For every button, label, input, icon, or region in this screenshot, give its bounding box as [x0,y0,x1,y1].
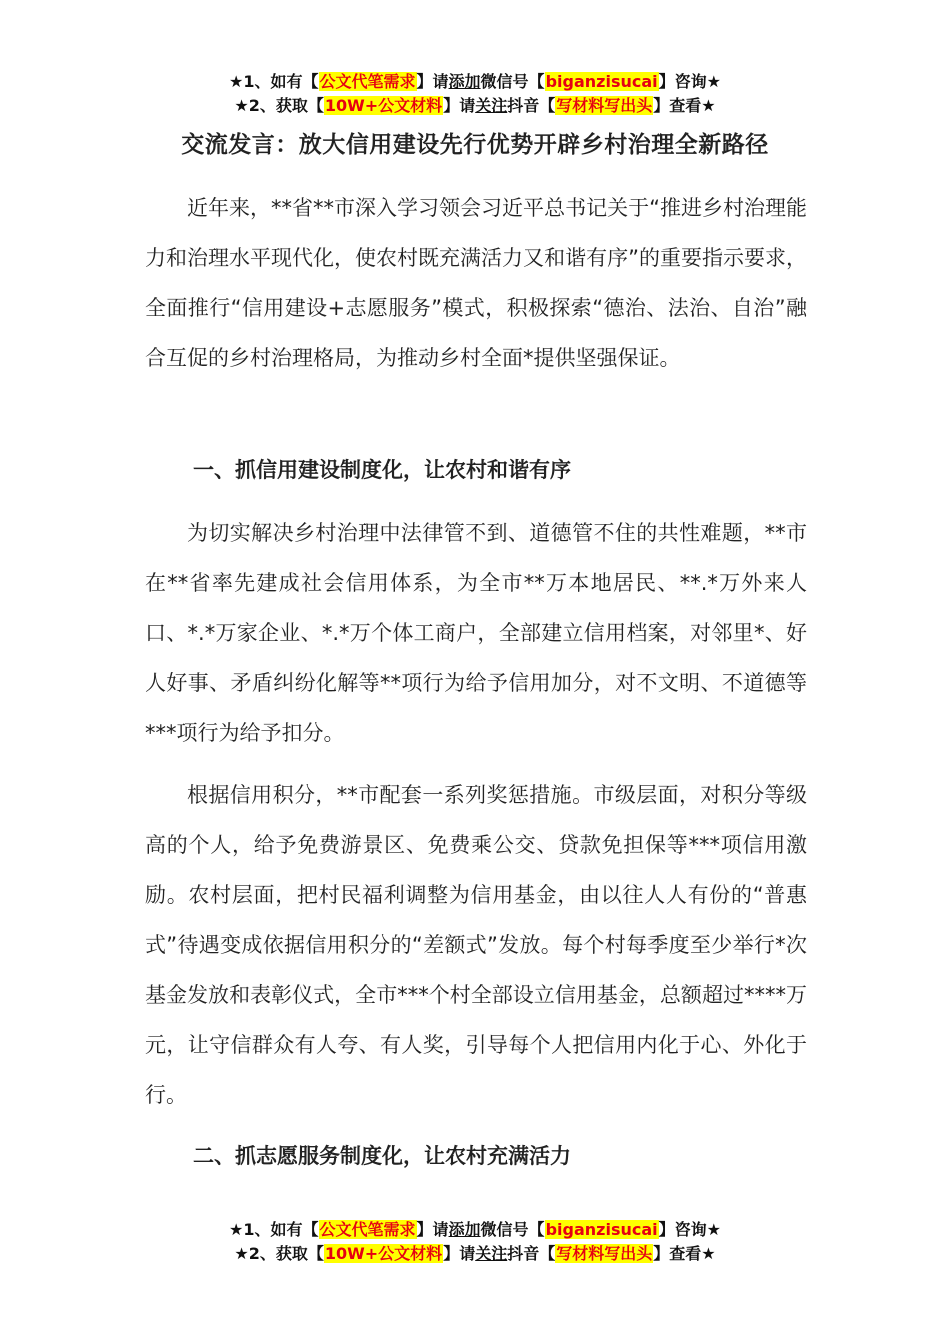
intro-paragraph: 近年来，**省**市深入学习领会习近平总书记关于“推进乡村治理能力和治理水平现代化，使农村既充满活力又和谐有序”的重要指示要求，全面推行“信用建设+志愿服务”模式，积极探索“德治、法治、自治”融合互促的乡村治理格局，为推动乡村全面*提供坚强保证。 [145,196,807,370]
banner-text: ★1、如有【 [229,1220,319,1239]
highlight-service: 公文代笔需求 [319,72,416,91]
highlight-materials: 10W+公文材料 [324,1244,443,1263]
banner-line-1 [0,70,950,94]
document-title: 交流发言：放大信用建设先行优势开辟乡村治理全新路径 [181,132,769,158]
banner-emphasis: 关注 [475,1244,508,1263]
highlight-materials: 10W+公文材料 [324,96,443,115]
bottom-banner [0,1218,950,1266]
highlight-douyin: 写材料写出头 [556,1244,653,1263]
banner-text: ★2、获取【 [234,1244,324,1263]
banner-text: 】查看★ [653,96,716,115]
banner-text: 抖音【 [507,1244,556,1263]
section1-paragraph-1: 为切实解决乡村治理中法律管不到、道德管不住的共性难题，**市在**省率先建成社会信用体系，为全市**万本地居民、**.*万外来人口、*.*万家企业、*.*万个体工商户，全部建立信用档案，对邻里*、好人好事、矛盾纠纷化解等**项行为给予信用加分，对不文明、不道德等***项行为给予扣分。 [145,521,807,745]
highlight-wechat-id: biganzisucai [545,72,658,91]
highlight-service: 公文代笔需求 [319,1220,416,1239]
banner-text: ★2、获取【 [234,96,324,115]
banner-text: 】查看★ [653,1244,716,1263]
banner-line-1 [0,1218,950,1242]
banner-line-2 [0,94,950,118]
banner-text: 微信号【 [480,72,545,91]
banner-line-2 [0,1242,950,1266]
section1-paragraph-2: 根据信用积分，**市配套一系列奖惩措施。市级层面，对积分等级高的个人，给予免费游景区、免费乘公交、贷款免担保等***项信用激励。农村层面，把村民福利调整为信用基金，由以往人人有份的“普惠式”待遇变成依据信用积分的“差额式”发放。每个村每季度至少举行*次基金发放和表彰仪式，全市***个村全部设立信用基金，总额超过****万元，让守信群众有人夸、有人奖，引导每个人把信用内化于心、外化于行。 [145,783,807,1107]
body-section1-p1 [145,508,807,758]
banner-text: 】请 [443,96,476,115]
banner-text: 】咨询★ [658,72,721,91]
banner-text: 】请 [416,1220,449,1239]
top-banner [0,70,950,118]
banner-text: 微信号【 [480,1220,545,1239]
banner-text: 】咨询★ [658,1220,721,1239]
highlight-douyin: 写材料写出头 [556,96,653,115]
body-section1-p2 [145,770,807,1120]
body-intro [145,183,807,383]
banner-emphasis: 添加 [448,1220,481,1239]
banner-text: 】请 [443,1244,476,1263]
banner-text: 抖音【 [507,96,556,115]
banner-text: 】请 [416,72,449,91]
section-heading-2: 二、抓志愿服务制度化，让农村充满活力 [193,1144,571,1168]
banner-emphasis: 添加 [448,72,481,91]
section-heading-1: 一、抓信用建设制度化，让农村和谐有序 [193,458,571,482]
banner-emphasis: 关注 [475,96,508,115]
highlight-wechat-id: biganzisucai [545,1220,658,1239]
banner-text: ★1、如有【 [229,72,319,91]
